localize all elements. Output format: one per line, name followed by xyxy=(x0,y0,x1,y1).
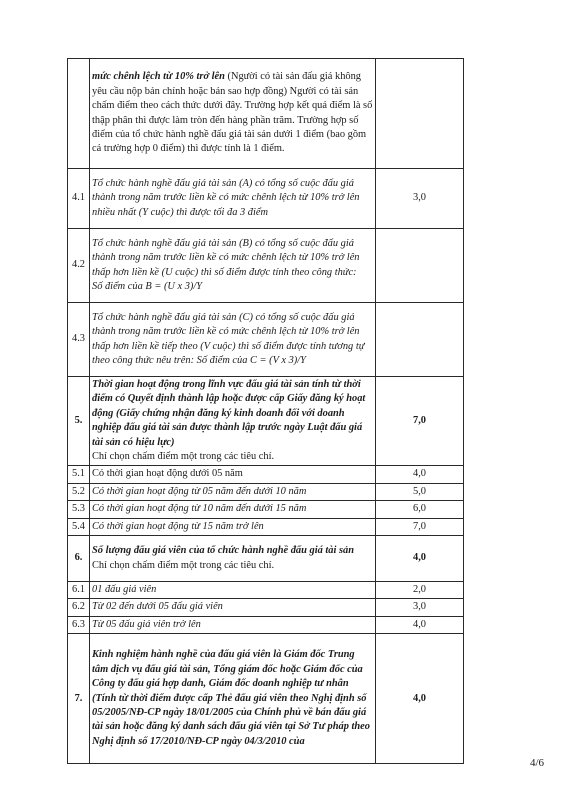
row-content: Tổ chức hành nghề đấu giá tài sản (A) có tổng số cuộc đấu giá thành trong năm trước liền kề có mức chênh lệch từ 10% trở lên nhiều nhất (Y cuộc) thì được tối đa 3 điểm xyxy=(90,169,376,229)
row-title: Thời gian hoạt động trong lĩnh vực đấu giá tài sản tính từ thời điểm có Quyết định thành lập hoặc được cấp Giấy đăng ký hoạt động (Giấy chứng nhận đăng ký kinh doanh đối với doanh nghiệp đấu giá tài sản được thành lập trước ngày Luật đấu giá tài sản có hiệu lực) xyxy=(92,379,366,448)
row-content: Có thời gian hoạt động từ 10 năm đến dưới 15 năm xyxy=(90,501,376,518)
table-row xyxy=(68,229,464,303)
page-number: 4/6 xyxy=(529,757,544,769)
row-number: 6. xyxy=(68,536,90,582)
row-content xyxy=(90,634,376,764)
row-number: 6.1 xyxy=(68,582,90,599)
row-points: 2,0 xyxy=(376,582,464,599)
row-points: 4,0 xyxy=(376,536,464,582)
table-row xyxy=(68,518,464,535)
row-number: 6.2 xyxy=(68,599,90,616)
row-points: 4,0 xyxy=(376,616,464,633)
row-points: 5,0 xyxy=(376,483,464,500)
table-row xyxy=(68,483,464,500)
row-title: Kinh nghiệm hành nghề của đấu giá viên là Giám đốc Trung tâm dịch vụ đấu giá tài sản, Tổng giám đốc hoặc Giám đốc của Công ty đấu giá hợp danh, Giám đốc doanh nghiệp tư nhân (Tính từ thời điểm được cấp Thẻ đấu giá viên theo Nghị định số 05/2005/NĐ-CP ngày 18/01/2005 của Chính phủ về bán đấu giá tài sản hoặc đăng ký danh sách đấu giá viên tại Sở Tư pháp theo Nghị định số 17/2010/NĐ-CP ngày 04/3/2010 của xyxy=(92,649,370,747)
row-number: 5.2 xyxy=(68,483,90,500)
row-number: 6.3 xyxy=(68,616,90,633)
table-row xyxy=(68,59,464,169)
row-content: Từ 05 đấu giá viên trở lên xyxy=(90,616,376,633)
row-points: 4,0 xyxy=(376,634,464,764)
row-number: 5. xyxy=(68,377,90,466)
row-title: Số lượng đấu giá viên của tổ chức hành nghề đấu giá tài sản xyxy=(92,545,354,557)
row-number: 5.3 xyxy=(68,501,90,518)
row-points: 4,0 xyxy=(376,466,464,483)
row-points: 7,0 xyxy=(376,377,464,466)
table-row xyxy=(68,169,464,229)
table-row xyxy=(68,377,464,466)
row-points: 3,0 xyxy=(376,169,464,229)
row-content: Có thời gian hoạt động từ 05 năm đến dưới 10 năm xyxy=(90,483,376,500)
row-points: 3,0 xyxy=(376,599,464,616)
table-row xyxy=(68,582,464,599)
table-row xyxy=(68,501,464,518)
row-content xyxy=(90,229,376,303)
scoring-table xyxy=(67,58,464,764)
table-row xyxy=(68,599,464,616)
row-points xyxy=(376,229,464,303)
row-number: 4.3 xyxy=(68,303,90,377)
row-points xyxy=(376,303,464,377)
row-lead-text: mức chênh lệch từ 10% trở lên xyxy=(92,71,225,83)
table-row xyxy=(68,466,464,483)
row-note: Chỉ chọn chấm điểm một trong các tiêu chí. xyxy=(92,559,275,571)
table-row xyxy=(68,303,464,377)
row-content: Có thời gian hoạt động từ 15 năm trở lên xyxy=(90,518,376,535)
row-text: Tổ chức hành nghề đấu giá tài sản (B) có tổng số cuộc đấu giá thành trong năm trước liền kề có mức chênh lệch từ 10% trở lên thấp hơn liền kề (U cuộc) thì số điểm được tính theo công thức: xyxy=(92,237,360,278)
row-formula: Số điểm của B = (U x 3)/Y xyxy=(92,280,203,292)
row-points: 7,0 xyxy=(376,518,464,535)
row-content: Từ 02 đến dưới 05 đấu giá viên xyxy=(90,599,376,616)
row-content: Tổ chức hành nghề đấu giá tài sản (C) có tổng số cuộc đấu giá thành trong năm trước liền kề có mức chênh lệch từ 10% trở lên thấp hơn liền kề tiếp theo (V cuộc) thì số điểm được tính tương tự theo công thức nêu trên: Số điểm của C = (V x 3)/Y xyxy=(90,303,376,377)
row-number: 5.1 xyxy=(68,466,90,483)
row-points: 6,0 xyxy=(376,501,464,518)
row-points xyxy=(376,59,464,169)
row-content xyxy=(90,59,376,169)
row-note: Chỉ chọn chấm điểm một trong các tiêu chí. xyxy=(92,451,275,463)
row-content xyxy=(90,377,376,466)
row-number: 4.2 xyxy=(68,229,90,303)
row-content: 01 đấu giá viên xyxy=(90,582,376,599)
row-number: 4.1 xyxy=(68,169,90,229)
table-row xyxy=(68,634,464,764)
row-text: (Người có tài sản đấu giá không yêu cầu nộp bản chính hoặc bản sao hợp đồng) Người có tài sản chấm điểm theo cách thức dưới đây. Trường hợp kết quả điểm là số thập phân thì được làm tròn đến hàng phần trăm. Trường hợp số điểm của tổ chức hành nghề đấu giá tài sản dưới 1 điểm (bao gồm cả trường hợp 0 điểm) thì được tính là 1 điểm. xyxy=(92,71,373,155)
table-row xyxy=(68,536,464,582)
row-number: 7. xyxy=(68,634,90,764)
table-row xyxy=(68,616,464,633)
row-content: Có thời gian hoạt động dưới 05 năm xyxy=(90,466,376,483)
row-number: 5.4 xyxy=(68,518,90,535)
row-content xyxy=(90,536,376,582)
row-number xyxy=(68,59,90,169)
